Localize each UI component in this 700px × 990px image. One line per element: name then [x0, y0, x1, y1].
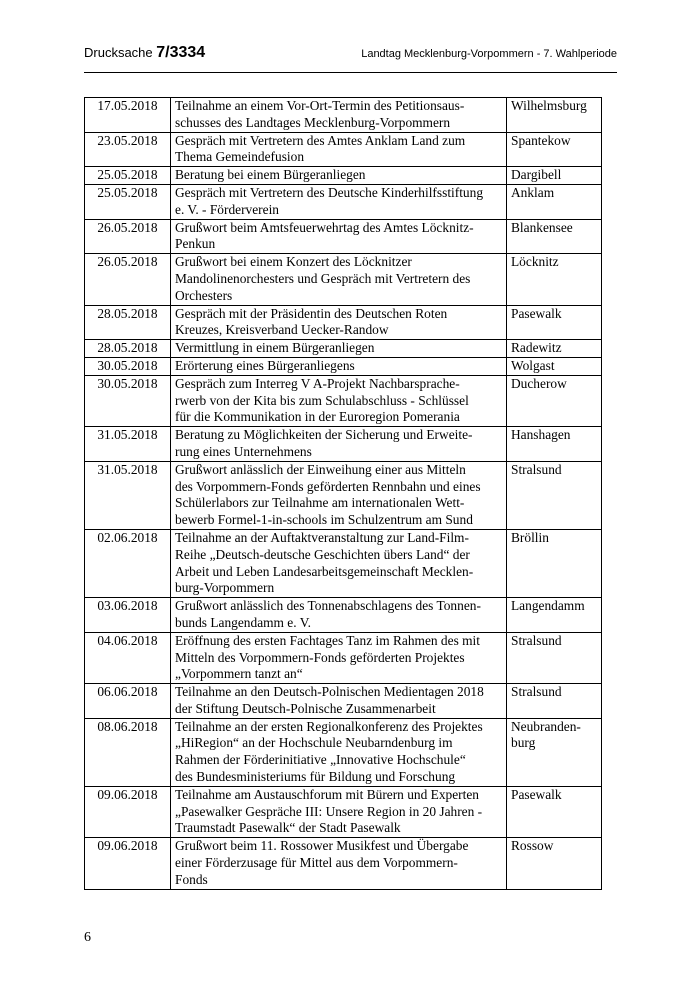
- event-date: 28.05.2018: [85, 305, 171, 340]
- place-line: Hanshagen: [511, 427, 571, 443]
- event-date: 08.06.2018: [85, 718, 171, 786]
- description-line: „HiRegion“ an der Hochschule Neubarndenburg im: [175, 735, 453, 751]
- event-place: [507, 219, 602, 254]
- event-description: [171, 718, 507, 786]
- description-line: Teilnahme an den Deutsch-Polnischen Medientagen 2018: [175, 684, 484, 700]
- event-date: 25.05.2018: [85, 184, 171, 219]
- table-row: [85, 184, 602, 219]
- event-date: 30.05.2018: [85, 357, 171, 375]
- description-line: Arbeit und Leben Landesarbeitsgemeinschaft Mecklen-: [175, 563, 474, 579]
- description-line: Fonds: [175, 871, 208, 887]
- table-row: [85, 684, 602, 719]
- place-line: Stralsund: [511, 632, 562, 648]
- table-row: [85, 305, 602, 340]
- event-description: [171, 529, 507, 597]
- event-place: [507, 838, 602, 889]
- event-place: [507, 461, 602, 529]
- event-place: [507, 529, 602, 597]
- event-place: [507, 167, 602, 185]
- description-line: Mitteln des Vorpommern-Fonds geförderten Projektes: [175, 649, 465, 665]
- event-place: [507, 684, 602, 719]
- description-line: Rahmen der Förderinitiative „Innovative Hochschule“: [175, 752, 466, 768]
- place-line: Neubranden-: [511, 718, 581, 734]
- description-line: Gespräch zum Interreg V A-Projekt Nachbarsprache-: [175, 375, 460, 391]
- place-line: Stralsund: [511, 684, 562, 700]
- place-line: Radewitz: [511, 340, 562, 356]
- event-description: [171, 427, 507, 462]
- event-description: [171, 461, 507, 529]
- description-line: Grußwort anlässlich der Einweihung einer aus Mitteln: [175, 461, 466, 477]
- table-row: [85, 375, 602, 426]
- place-line: Wilhelmsburg: [511, 98, 587, 113]
- event-description: [171, 254, 507, 305]
- event-date: 31.05.2018: [85, 427, 171, 462]
- description-line: Gespräch mit der Präsidentin des Deutschen Roten: [175, 305, 448, 321]
- description-line: Traumstadt Pasewalk“ der Stadt Pasewalk: [175, 820, 401, 836]
- event-place: [507, 357, 602, 375]
- place-line: Pasewalk: [511, 786, 562, 802]
- event-description: [171, 305, 507, 340]
- event-description: [171, 598, 507, 633]
- event-description: [171, 838, 507, 889]
- event-date: 09.06.2018: [85, 838, 171, 889]
- description-line: Orchesters: [175, 287, 233, 303]
- description-line: „Vorpommern tanzt an“: [175, 666, 303, 682]
- place-line: Wolgast: [511, 357, 555, 373]
- event-date: 02.06.2018: [85, 529, 171, 597]
- page-header: [84, 40, 617, 73]
- event-date: 26.05.2018: [85, 219, 171, 254]
- table-row: [85, 461, 602, 529]
- description-line: für die Kommunikation in der Euroregion Pomerania: [175, 409, 460, 425]
- table-row: [85, 98, 602, 133]
- event-date: 28.05.2018: [85, 340, 171, 358]
- description-line: Vermittlung in einem Bürgeranliegen: [175, 340, 375, 356]
- description-line: e. V. - Förderverein: [175, 201, 279, 217]
- table-row: [85, 427, 602, 462]
- event-date: 04.06.2018: [85, 632, 171, 683]
- page-number: 6: [84, 930, 91, 945]
- event-date: 26.05.2018: [85, 254, 171, 305]
- event-description: [171, 786, 507, 837]
- event-place: [507, 132, 602, 167]
- description-line: Grußwort beim 11. Rossower Musikfest und Übergabe: [175, 838, 469, 854]
- description-line: Gespräch mit Vertretern des Deutsche Kinderhilfsstiftung: [175, 184, 484, 200]
- description-line: des Bundesministeriums für Bildung und Forschung: [175, 769, 456, 785]
- description-line: Penkun: [175, 236, 216, 252]
- description-line: bewerb Formel-1-in-schools im Schulzentrum am Sund: [175, 512, 473, 528]
- description-line: des Vorpommern-Fonds geförderten Rennbahn und eines: [175, 478, 481, 494]
- description-line: rung eines Unternehmens: [175, 443, 312, 459]
- event-description: [171, 184, 507, 219]
- description-line: bunds Langendamm e. V.: [175, 614, 311, 630]
- event-description: [171, 684, 507, 719]
- table-row: [85, 132, 602, 167]
- table-row: [85, 598, 602, 633]
- description-line: schusses des Landtages Mecklenburg-Vorpommern: [175, 114, 451, 130]
- description-line: der Stiftung Deutsch-Polnische Zusammenarbeit: [175, 700, 436, 716]
- place-line: Blankensee: [511, 219, 573, 235]
- event-place: [507, 598, 602, 633]
- event-place: [507, 718, 602, 786]
- table-row: [85, 357, 602, 375]
- event-description: [171, 219, 507, 254]
- table-row: [85, 718, 602, 786]
- place-line: Rossow: [511, 838, 554, 854]
- description-line: Beratung zu Möglichkeiten der Sicherung und Erweite-: [175, 427, 473, 443]
- description-line: Kreuzes, Kreisverband Uecker-Randow: [175, 322, 389, 338]
- description-line: Eröffnung des ersten Fachtages Tanz im Rahmen des mit: [175, 632, 480, 648]
- place-line: Stralsund: [511, 461, 562, 477]
- place-line: Löcknitz: [511, 254, 559, 270]
- description-line: Teilnahme am Austauschforum mit Bürern und Experten: [175, 786, 479, 802]
- description-line: Reihe „Deutsch-deutsche Geschichten übers Land“ der: [175, 546, 470, 562]
- events-table: [84, 97, 602, 890]
- table-row: [85, 340, 602, 358]
- description-line: Erörterung eines Bürgeranliegens: [175, 357, 355, 373]
- event-place: [507, 375, 602, 426]
- event-place: [507, 340, 602, 358]
- description-line: Thema Gemeindefusion: [175, 149, 305, 165]
- place-line: Spantekow: [511, 132, 571, 148]
- description-line: Schülerlabors zur Teilnahme am internationalen Wett-: [175, 495, 465, 511]
- event-place: [507, 98, 602, 133]
- description-line: Teilnahme an der Auftaktveranstaltung zur Land-Film-: [175, 529, 469, 545]
- table-row: [85, 786, 602, 837]
- table-row: [85, 254, 602, 305]
- description-line: burg-Vorpommern: [175, 580, 275, 596]
- event-date: 03.06.2018: [85, 598, 171, 633]
- event-place: [507, 305, 602, 340]
- place-line: burg: [511, 735, 536, 751]
- document-id: [84, 44, 205, 62]
- event-place: [507, 632, 602, 683]
- event-description: [171, 375, 507, 426]
- place-line: Bröllin: [511, 529, 549, 545]
- table-row: [85, 219, 602, 254]
- table-row: [85, 838, 602, 889]
- table-row: [85, 632, 602, 683]
- event-place: [507, 254, 602, 305]
- event-date: 31.05.2018: [85, 461, 171, 529]
- place-line: Pasewalk: [511, 305, 562, 321]
- event-description: [171, 632, 507, 683]
- event-date: 17.05.2018: [85, 98, 171, 133]
- description-line: Gespräch mit Vertretern des Amtes Anklam Land zum: [175, 132, 466, 148]
- event-date: 23.05.2018: [85, 132, 171, 167]
- description-line: Beratung bei einem Bürgeranliegen: [175, 167, 366, 183]
- description-line: „Pasewalker Gespräche III: Unsere Region in 20 Jahren -: [175, 803, 483, 819]
- description-line: Mandolinenorchesters und Gespräch mit Vertretern des: [175, 270, 471, 286]
- description-line: Teilnahme an einem Vor-Ort-Termin des Petitionsaus-: [175, 98, 465, 113]
- event-place: [507, 786, 602, 837]
- event-date: 09.06.2018: [85, 786, 171, 837]
- place-line: Anklam: [511, 184, 555, 200]
- event-place: [507, 184, 602, 219]
- table-row: [85, 529, 602, 597]
- event-description: [171, 357, 507, 375]
- place-line: Langendamm: [511, 598, 585, 614]
- event-date: 25.05.2018: [85, 167, 171, 185]
- events-table-body: [85, 98, 602, 890]
- document-prefix: Drucksache: [84, 45, 153, 60]
- event-description: [171, 132, 507, 167]
- event-place: [507, 427, 602, 462]
- event-date: 30.05.2018: [85, 375, 171, 426]
- place-line: Ducherow: [511, 375, 567, 391]
- event-description: [171, 167, 507, 185]
- parliament-label: Landtag Mecklenburg-Vorpommern - 7. Wahlperiode: [361, 48, 617, 60]
- event-description: [171, 98, 507, 133]
- place-line: Dargibell: [511, 167, 562, 183]
- description-line: einer Förderzusage für Mittel aus dem Vorpommern-: [175, 855, 458, 871]
- description-line: Teilnahme an der ersten Regionalkonferenz des Projektes: [175, 718, 483, 734]
- description-line: Grußwort beim Amtsfeuerwehrtag des Amtes Löcknitz-: [175, 219, 474, 235]
- event-date: 06.06.2018: [85, 684, 171, 719]
- table-row: [85, 167, 602, 185]
- event-description: [171, 340, 507, 358]
- description-line: Grußwort anlässlich des Tonnenabschlagens des Tonnen-: [175, 598, 481, 614]
- description-line: Grußwort bei einem Konzert des Löcknitzer: [175, 254, 412, 270]
- document-number: 7/3334: [156, 44, 206, 61]
- description-line: rwerb von der Kita bis zum Schulabschluss - Schlüssel: [175, 392, 469, 408]
